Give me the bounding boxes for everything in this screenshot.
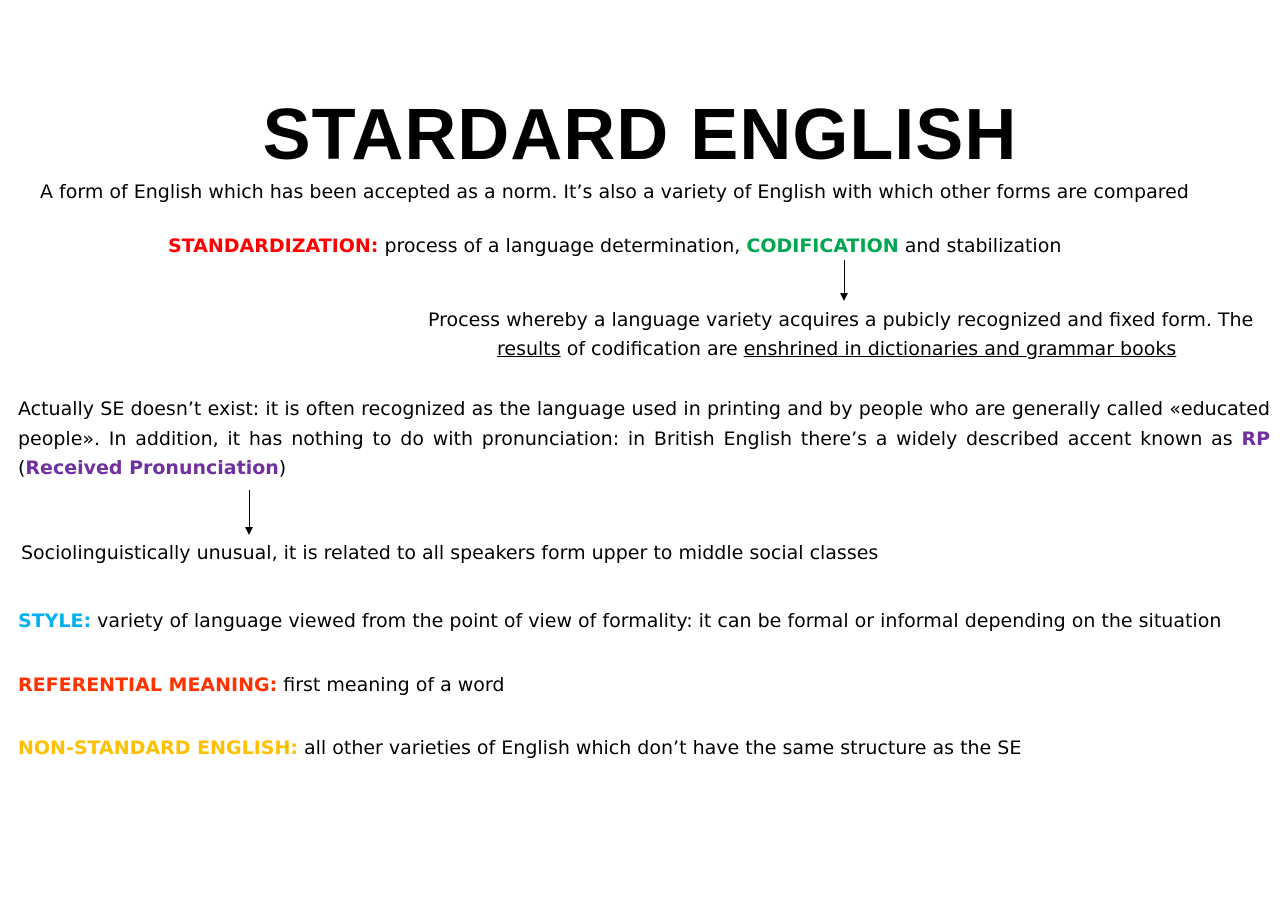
standardization-line <box>168 232 1061 261</box>
arrow-down-icon <box>844 260 845 294</box>
page-title: STARDARD ENGLISH <box>262 95 1018 175</box>
rp-term: RP <box>1241 427 1270 450</box>
se-paragraph-text: Actually SE doesn’t exist: it is often recognized as the language used in printing and by people who are generally called «educated people». In addition, it has nothing to do with pronunciation: in British English there’s a widely described accent known as <box>18 398 1270 450</box>
codification-note-line1: Process whereby a language variety acquires a pubicly recognized and fixed form. The <box>428 309 1254 331</box>
se-paragraph <box>18 395 1270 484</box>
stabilization-text: and stabilization <box>904 235 1062 257</box>
codification-note-line2 <box>497 335 1176 364</box>
referential-line <box>18 671 504 700</box>
style-text: variety of language viewed from the point of view of formality: it can be formal or informal depending on the situation <box>97 610 1222 632</box>
codification-middle-text: of codification are <box>566 338 738 360</box>
arrow-down-icon <box>249 490 250 528</box>
non-standard-line <box>18 734 1021 763</box>
style-term: STYLE: <box>18 610 92 632</box>
non-standard-text: all other varieties of English which don’t have the same structure as the SE <box>304 737 1022 759</box>
enshrined-text: enshrined in dictionaries and grammar books <box>743 338 1177 360</box>
rp-open-paren: ( <box>18 457 26 479</box>
results-text: results <box>497 338 561 360</box>
referential-term: REFERENTIAL MEANING: <box>18 674 278 696</box>
definition-text: A form of English which has been accepted as a norm. It’s also a variety of English with which other forms are compared <box>40 181 1189 203</box>
rp-close-paren: ) <box>278 457 287 479</box>
standardization-text: process of a language determination, <box>384 235 741 257</box>
non-standard-term: NON-STANDARD ENGLISH: <box>18 737 298 759</box>
standardization-term: STANDARDIZATION: <box>168 235 379 257</box>
rp-full-term: Received Pronunciation <box>25 457 279 479</box>
style-line <box>18 607 1221 636</box>
referential-text: first meaning of a word <box>283 674 505 696</box>
codification-term: CODIFICATION <box>746 235 899 257</box>
rp-note-text: Sociolinguistically unusual, it is related to all speakers form upper to middle social classes <box>21 542 879 564</box>
